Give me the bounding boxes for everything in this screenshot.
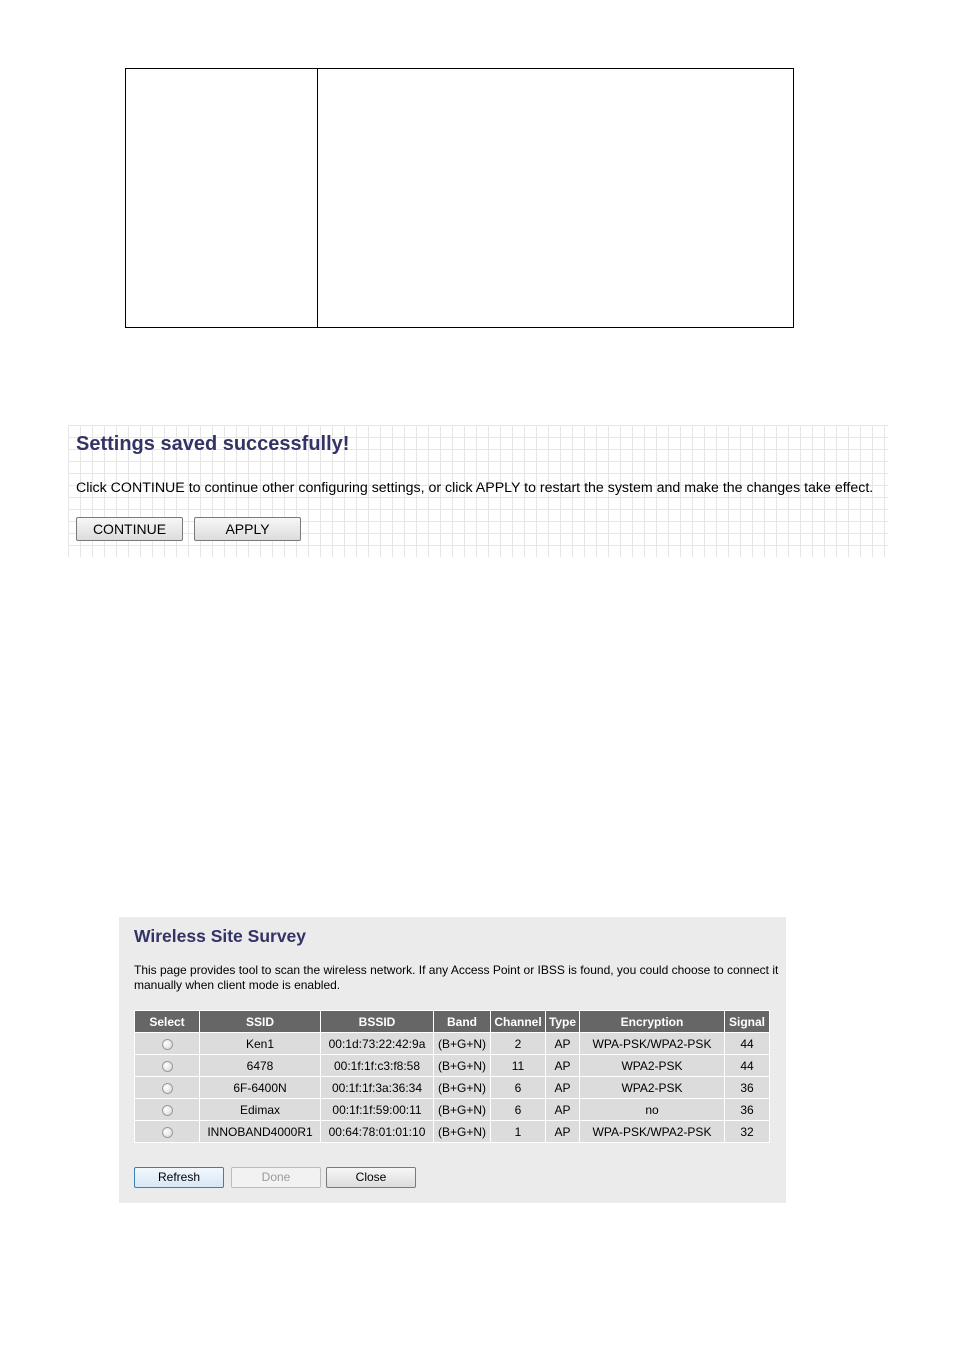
table-row — [135, 1033, 769, 1054]
survey-title: Wireless Site Survey — [134, 926, 307, 946]
signal-cell: 44 — [725, 1033, 769, 1054]
bssid-cell: 00:1f:1f:59:00:11 — [321, 1099, 433, 1120]
col-header-bssid: BSSID — [321, 1011, 433, 1032]
type-cell: AP — [546, 1077, 579, 1098]
ssid-cell: 6478 — [200, 1055, 320, 1076]
col-header-band: Band — [434, 1011, 490, 1032]
empty-table — [125, 68, 794, 328]
close-button[interactable]: Close — [326, 1167, 416, 1188]
select-radio[interactable] — [162, 1039, 173, 1050]
type-cell: AP — [546, 1055, 579, 1076]
table-row — [135, 1077, 769, 1098]
encryption-cell: no — [580, 1099, 724, 1120]
col-header-type: Type — [546, 1011, 579, 1032]
apply-button[interactable]: APPLY — [194, 517, 301, 541]
empty-table-right-cell — [318, 69, 793, 327]
band-cell: (B+G+N) — [434, 1033, 490, 1054]
survey-description: This page provides tool to scan the wireless network. If any Access Point or IBSS is found, you could choose to connect it manually when client mode is enabled. — [134, 963, 779, 992]
encryption-cell: WPA-PSK/WPA2-PSK — [580, 1033, 724, 1054]
type-cell: AP — [546, 1099, 579, 1120]
band-cell: (B+G+N) — [434, 1055, 490, 1076]
encryption-cell: WPA-PSK/WPA2-PSK — [580, 1121, 724, 1142]
refresh-button[interactable]: Refresh — [134, 1167, 224, 1188]
encryption-cell: WPA2-PSK — [580, 1077, 724, 1098]
continue-button[interactable]: CONTINUE — [76, 517, 183, 541]
band-cell: (B+G+N) — [434, 1121, 490, 1142]
signal-cell: 36 — [725, 1077, 769, 1098]
signal-cell: 36 — [725, 1099, 769, 1120]
bssid-cell: 00:64:78:01:01:10 — [321, 1121, 433, 1142]
signal-cell: 32 — [725, 1121, 769, 1142]
channel-cell: 6 — [491, 1077, 545, 1098]
select-cell — [135, 1055, 199, 1076]
channel-cell: 6 — [491, 1099, 545, 1120]
col-header-channel: Channel — [491, 1011, 545, 1032]
table-row — [135, 1121, 769, 1142]
type-cell: AP — [546, 1033, 579, 1054]
settings-saved-title: Settings saved successfully! — [76, 433, 350, 455]
select-radio[interactable] — [162, 1061, 173, 1072]
ssid-cell: INNOBAND4000R1 — [200, 1121, 320, 1142]
col-header-select: Select — [135, 1011, 199, 1032]
col-header-ssid: SSID — [200, 1011, 320, 1032]
select-radio[interactable] — [162, 1127, 173, 1138]
empty-table-left-cell — [126, 69, 318, 327]
settings-saved-panel — [68, 425, 888, 557]
bssid-cell: 00:1d:73:22:42:9a — [321, 1033, 433, 1054]
table-header-row — [135, 1011, 769, 1032]
settings-saved-message: Click CONTINUE to continue other configuring settings, or click APPLY to restart the system and make the changes take effect. — [76, 480, 874, 496]
select-cell — [135, 1099, 199, 1120]
band-cell: (B+G+N) — [434, 1077, 490, 1098]
select-radio[interactable] — [162, 1105, 173, 1116]
wireless-site-survey-panel — [119, 917, 786, 1203]
channel-cell: 11 — [491, 1055, 545, 1076]
table-row — [135, 1055, 769, 1076]
channel-cell: 2 — [491, 1033, 545, 1054]
done-button: Done — [231, 1167, 321, 1188]
bssid-cell: 00:1f:1f:c3:f8:58 — [321, 1055, 433, 1076]
ssid-cell: Edimax — [200, 1099, 320, 1120]
col-header-signal: Signal — [725, 1011, 769, 1032]
select-cell — [135, 1121, 199, 1142]
select-cell — [135, 1077, 199, 1098]
site-survey-table — [134, 1010, 770, 1143]
type-cell: AP — [546, 1121, 579, 1142]
channel-cell: 1 — [491, 1121, 545, 1142]
encryption-cell: WPA2-PSK — [580, 1055, 724, 1076]
ssid-cell: 6F-6400N — [200, 1077, 320, 1098]
band-cell: (B+G+N) — [434, 1099, 490, 1120]
signal-cell: 44 — [725, 1055, 769, 1076]
ssid-cell: Ken1 — [200, 1033, 320, 1054]
select-cell — [135, 1033, 199, 1054]
table-row — [135, 1099, 769, 1120]
select-radio[interactable] — [162, 1083, 173, 1094]
bssid-cell: 00:1f:1f:3a:36:34 — [321, 1077, 433, 1098]
col-header-encryption: Encryption — [580, 1011, 724, 1032]
